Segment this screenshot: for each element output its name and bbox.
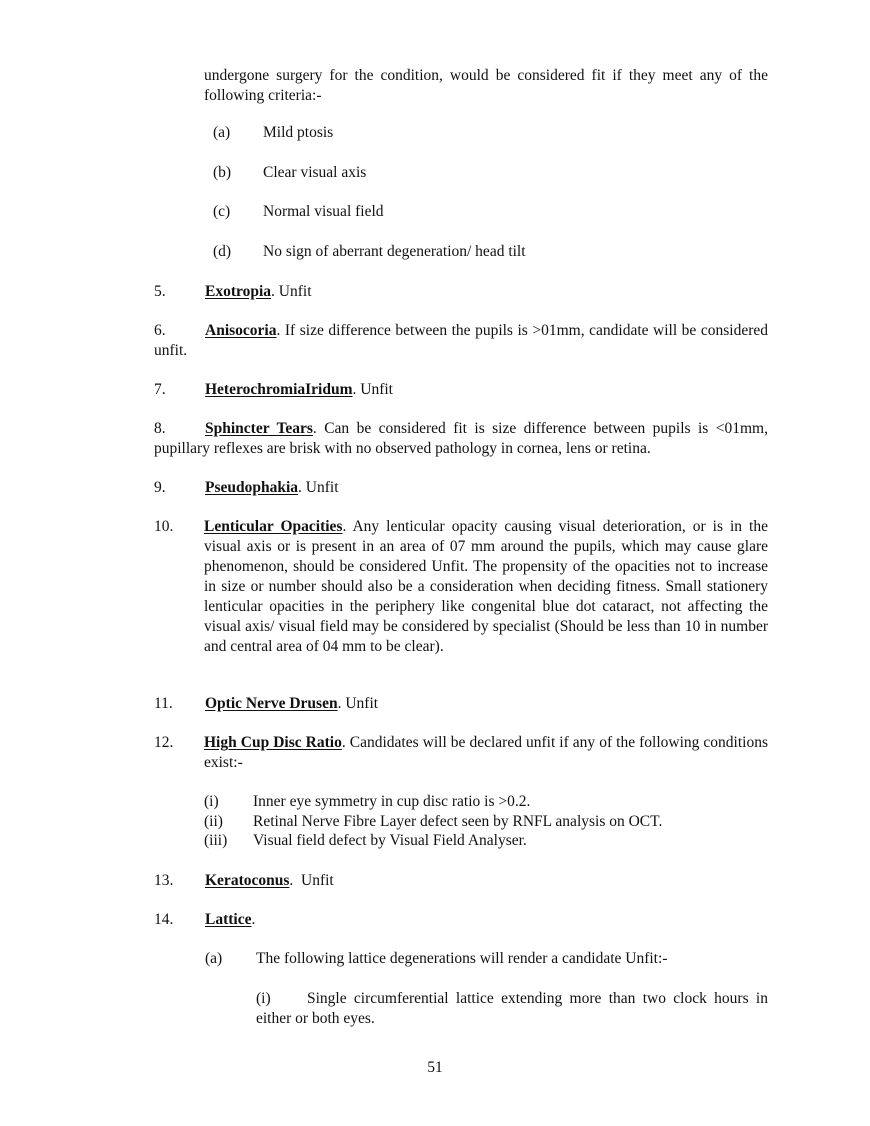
item-number: 14. [154,911,174,928]
item-title: Exotropia [205,283,272,300]
item-text: . Candidates will be declared unfit if any of the following conditions exist:- [204,734,768,771]
item-12 [154,733,768,773]
item-number: 8. [154,420,166,437]
item-number: 5. [154,283,166,300]
criteria-text: Normal visual field [263,203,384,220]
item-6 [154,321,768,361]
item-8 [154,419,768,459]
item-title: Keratoconus [205,872,290,889]
sub-text: Inner eye symmetry in cup disc ratio is >0.2. [253,793,531,810]
criteria-label: (a) [213,124,231,141]
item-number: 7. [154,381,166,398]
criteria-label: (d) [213,243,232,260]
item-title: Pseudophakia [205,479,299,496]
sub-label: (ii) [204,813,223,830]
item-13 [154,871,768,891]
item-text: . Unfit [352,381,393,398]
sub-label: (iii) [204,832,228,849]
item-text: . Unfit [298,479,339,496]
item-11 [154,694,768,714]
item-number: 9. [154,479,166,496]
item-9 [154,478,768,498]
criteria-label: (b) [213,164,232,181]
item-title: HeterochromiaIridum [205,381,353,398]
item-text: . Can be considered fit is size difference between pupils is <01mm, pupillary reflexes are brisk with no observed pathology in cornea, lens or retina. [154,420,768,457]
sub-text: Retinal Nerve Fibre Layer defect seen by RNFL analysis on OCT. [253,813,663,830]
sub-text: Single circumferential lattice extending more than two clock hours in either or both eyes. [256,990,768,1027]
item-text: . Unfit [289,872,334,889]
item-text: . [251,911,256,928]
sub-text: Visual field defect by Visual Field Analyser. [253,832,527,849]
item-title: Optic Nerve Drusen [205,695,338,712]
item-number: 13. [154,872,174,889]
sub-label: (a) [205,950,223,967]
item-number: 10. [154,518,174,535]
page-number: 51 [427,1059,443,1076]
item-5 [154,282,768,302]
item-14-sub-a-i [256,989,768,1029]
item-title: Anisocoria [205,322,277,339]
item-text: . Unfit [271,283,312,300]
item-number: 12. [154,734,174,751]
sub-label: (i) [256,990,271,1007]
item-text: . If size difference between the pupils is >01mm, candidate will be considered unfit. [154,322,768,359]
intro-paragraph: undergone surgery for the condition, would be considered fit if they meet any of the following criteria:- [204,67,768,104]
item-title: Lattice [205,911,252,928]
sub-text: The following lattice degenerations will render a candidate Unfit:- [256,950,668,967]
item-text: . Unfit [337,695,379,712]
criteria-text: Mild ptosis [263,124,334,141]
item-7 [154,380,768,400]
criteria-text: Clear visual axis [263,164,367,181]
item-text: . Any lenticular opacity causing visual deterioration, or is in the visual axis or is present in an area of 07 mm around the pupils, which may cause glare phenomenon, should be considered Unfit. The propensity of the opacities not to increase in size or number should also be a consideration when deciding fitness. Small stationery lenticular opacities in the periphery like congenital blue dot cataract, not affecting the visual axis/ visual field may be considered by specialist (Should be less than 10 in number and central area of 04 mm to be clear). [204,518,768,655]
item-14 [154,910,768,930]
item-10 [154,517,768,657]
criteria-text: No sign of aberrant degeneration/ head tilt [263,243,526,260]
criteria-label: (c) [213,203,231,220]
sub-label: (i) [204,793,219,810]
item-title: Lenticular Opacities [204,518,343,535]
item-number: 11. [154,695,173,712]
item-title: Sphincter Tears [205,420,313,437]
item-number: 6. [154,322,166,339]
item-title: High Cup Disc Ratio [204,734,342,751]
